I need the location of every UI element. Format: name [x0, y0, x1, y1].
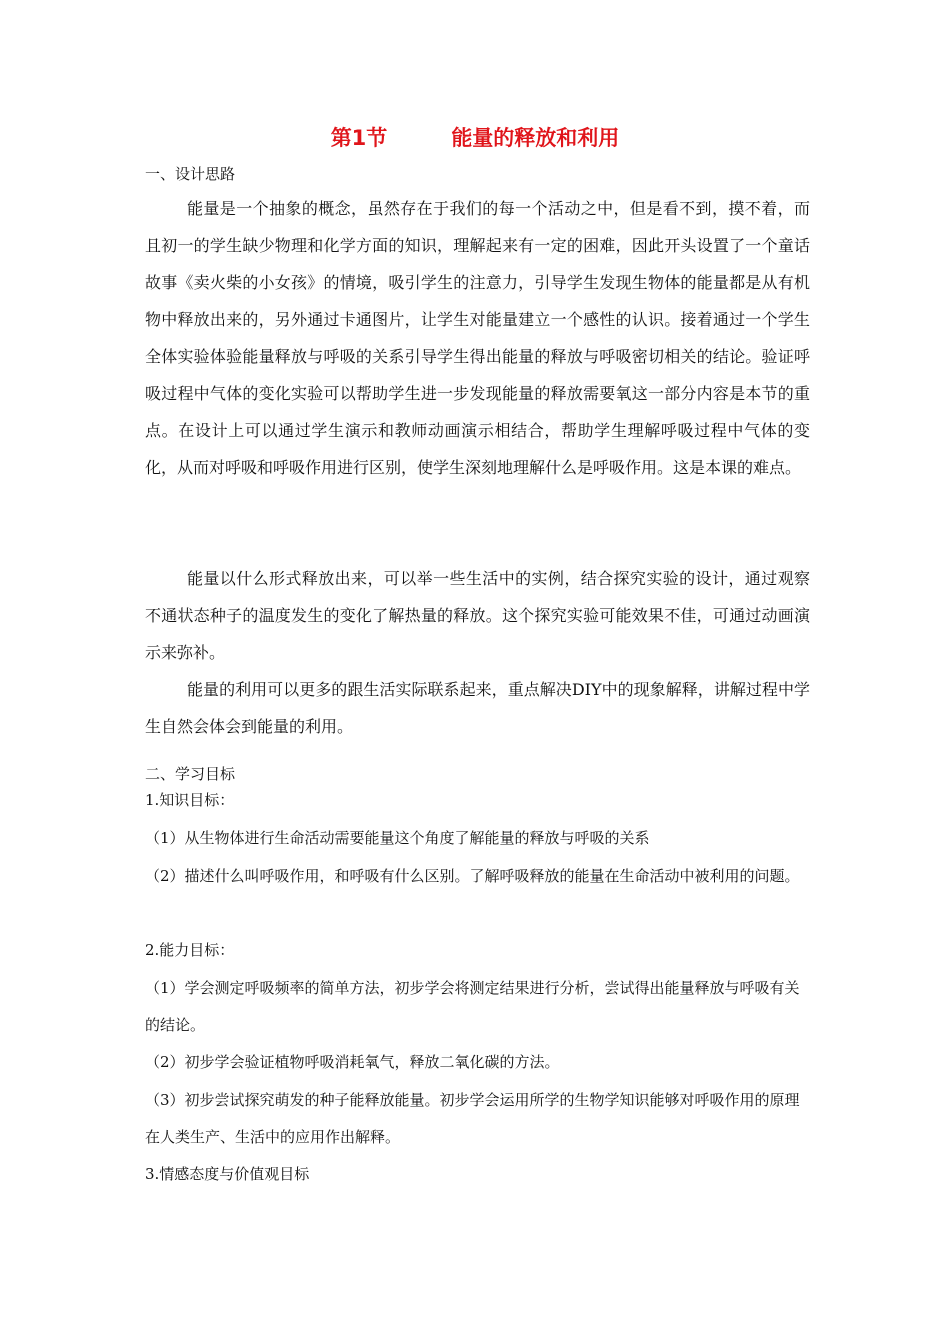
section-number: 第1节	[330, 126, 388, 150]
ability-goals-label: 2.能力目标：	[145, 941, 235, 959]
ability-goal-item-1: （1）学会测定呼吸频率的简单方法，初步学会将测定结果进行分析，尝试得出能量释放与呼吸有关的结论。	[145, 979, 800, 1034]
emotion-goals-label: 3.情感态度与价值观目标	[145, 1165, 310, 1183]
section-title: 能量的释放和利用	[451, 126, 620, 150]
paragraph-design-2: 能量以什么形式释放出来，可以举一些生活中的实例，结合探究实验的设计，通过观察不通状态种子的温度发生的变化了解热量的释放。这个探究实验可能效果不佳，可通过动画演示来弥补。	[145, 569, 810, 662]
ability-goal-item-2: （2）初步学会验证植物呼吸消耗氧气，释放二氧化碳的方法。	[145, 1053, 560, 1071]
knowledge-goal-item-1: （1）从生物体进行生命活动需要能量这个角度了解能量的释放与呼吸的关系	[145, 829, 650, 847]
heading-learning-goals: 二、学习目标	[145, 765, 236, 783]
ability-goal-item-3: （3）初步尝试探究萌发的种子能释放能量。初步学会运用所学的生物学知识能够对呼吸作用的原理在人类生产、生活中的应用作出解释。	[145, 1091, 800, 1146]
heading-design-idea: 一、设计思路	[145, 165, 236, 183]
paragraph-design-1: 能量是一个抽象的概念，虽然存在于我们的每一个活动之中，但是看不到，摸不着，而且初一的学生缺少物理和化学方面的知识，理解起来有一定的困难，因此开头设置了一个童话故事《卖火柴的小女孩》的情境，吸引学生的注意力，引导学生发现生物体的能量都是从有机物中释放出来的，另外通过卡通图片，让学生对能量建立一个感性的认识。接着通过一个学生全体实验体验能量释放与呼吸的关系引导学生得出能量的释放与呼吸密切相关的结论。验证呼吸过程中气体的变化实验可以帮助学生进一步发现能量的释放需要氧这一部分内容是本节的重点。在设计上可以通过学生演示和教师动画演示相结合，帮助学生理解呼吸过程中气体的变化，从而对呼吸和呼吸作用进行区别，使学生深刻地理解什么是呼吸作用。这是本课的难点。	[145, 199, 810, 477]
paragraph-design-3: 能量的利用可以更多的跟生活实际联系起来，重点解决DIY中的现象解释，讲解过程中学生自然会体会到能量的利用。	[145, 680, 810, 736]
knowledge-goals-label: 1.知识目标：	[145, 791, 235, 809]
knowledge-goal-item-2: （2）描述什么叫呼吸作用，和呼吸有什么区别。了解呼吸释放的能量在生命活动中被利用的问题。	[145, 867, 800, 885]
page-title	[0, 122, 950, 152]
